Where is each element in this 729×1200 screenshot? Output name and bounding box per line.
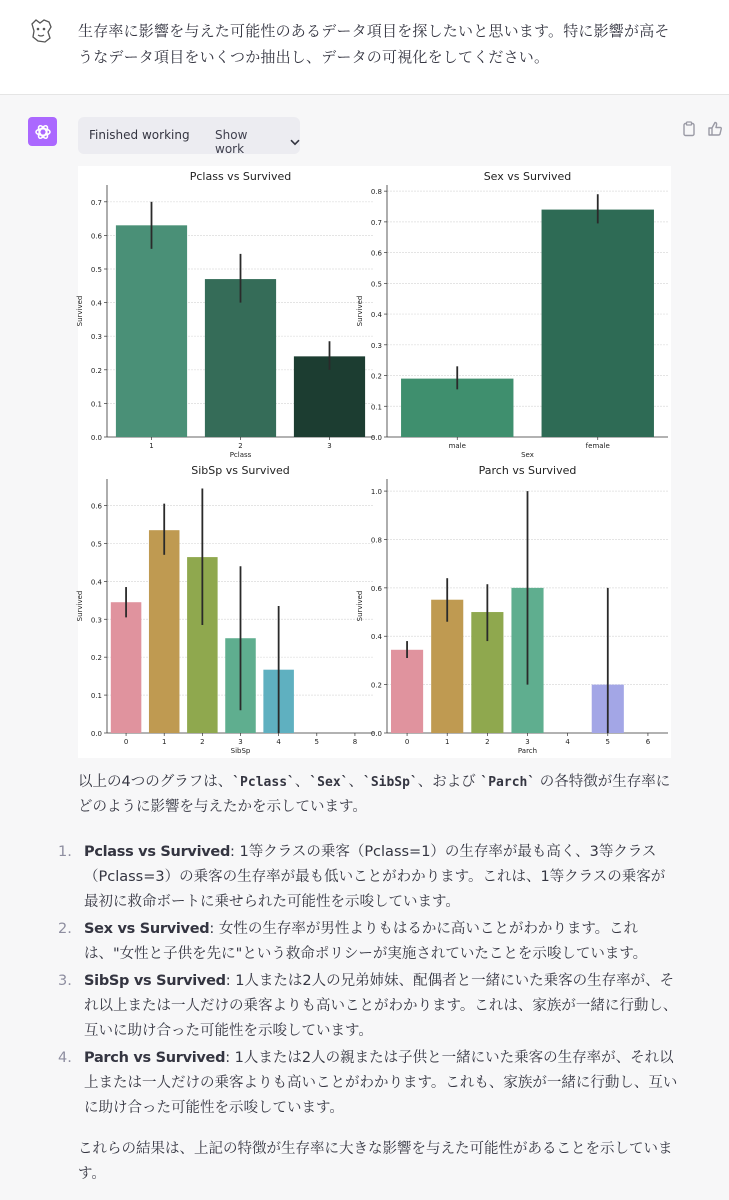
y-tick-label: 0.3 [90, 333, 102, 342]
assistant-avatar [28, 117, 57, 146]
user-avatar-icon [26, 16, 56, 46]
y-tick-label: 0.0 [370, 730, 382, 738]
intro-sep-2: 、 [348, 774, 363, 790]
user-message-row [0, 0, 729, 95]
chart-title: SibSp vs Survived [191, 464, 290, 477]
x-tick-label: 3 [525, 738, 530, 746]
result-figure [78, 166, 671, 758]
x-tick-label: 5 [314, 738, 320, 746]
intro-text-2: の各特徴が生存率にどのように影響を与えたかを示しています。 [78, 774, 671, 815]
bar [149, 530, 180, 733]
code-sibsp: `SibSp` [363, 775, 418, 790]
y-tick-label: 0.5 [90, 540, 102, 549]
y-axis-label: Survived [356, 590, 364, 622]
y-tick-label: 0.0 [90, 434, 102, 442]
y-tick-label: 0.5 [90, 266, 102, 274]
list-item [58, 917, 678, 967]
list-item-title: Sex vs Survived [84, 921, 210, 937]
list-item-text: : 1人または2人の兄弟姉妹、配偶者と一緒にいた乗客の生存率が、それ以上または一人だけの乗客よりも高いことがわかります。これは、家族が一緒に行動し、互いに助け合った可能性を示唆しています。 [84, 973, 678, 1039]
y-tick-label: 0.8 [370, 536, 382, 545]
y-tick-label: 0.1 [90, 692, 102, 701]
intro-sep-1: 、 [294, 774, 310, 790]
x-tick-label: 5 [605, 738, 611, 746]
openai-logo-icon [33, 122, 53, 142]
y-tick-label: 0.2 [370, 372, 382, 381]
work-status-text: Finished working [89, 128, 190, 142]
assistant-response [58, 770, 678, 1187]
code-pclass: `Pclass` [232, 775, 295, 790]
bar [391, 650, 423, 733]
y-tick-label: 0.0 [370, 434, 382, 442]
user-avatar [26, 16, 56, 46]
x-tick-label: male [448, 442, 466, 450]
intro-text-1: 以上の4つのグラフは、 [78, 774, 233, 790]
x-tick-label: 6 [645, 738, 651, 746]
list-number: 2. [58, 921, 72, 937]
y-tick-label: 0.5 [370, 280, 382, 289]
x-axis-label: SibSp [230, 747, 251, 755]
y-tick-label: 0.1 [370, 403, 382, 412]
show-work-label: Show work [215, 128, 248, 156]
intro-sep-3: 、および [417, 774, 481, 790]
x-tick-label: 1 [149, 442, 154, 450]
y-tick-label: 0.0 [90, 730, 102, 738]
show-work-button[interactable] [215, 128, 300, 156]
list-item [58, 969, 678, 1044]
x-axis-label: Pclass [229, 451, 252, 459]
work-status-box [78, 117, 300, 154]
y-tick-label: 0.4 [90, 578, 102, 587]
chevron-down-icon [290, 139, 300, 146]
list-item-text: : 1等クラスの乗客（Pclass=1）の生存率が最も高く、3等クラス（Pclass=3）の乗客の生存率が最も低いことがわかります。これは、1等クラスの乗客が最初に救命ボートに乗せられた可能性を示唆しています。 [84, 844, 666, 910]
bar [542, 210, 654, 437]
x-tick-label: 1 [161, 738, 167, 746]
y-axis-label: Survived [76, 295, 84, 327]
y-tick-label: 0.6 [90, 232, 102, 241]
y-tick-label: 0.6 [370, 584, 382, 593]
y-tick-label: 0.1 [90, 400, 102, 409]
x-tick-label: 4 [565, 738, 570, 746]
chart-title: Sex vs Survived [483, 170, 572, 183]
bar [111, 602, 142, 733]
x-axis-label: Parch [517, 747, 538, 755]
y-tick-label: 0.4 [370, 311, 382, 320]
x-tick-label: female [585, 442, 610, 450]
findings-list [58, 840, 678, 1121]
y-tick-label: 1.0 [370, 488, 382, 497]
message-actions [680, 120, 724, 138]
y-tick-label: 0.6 [370, 249, 382, 258]
outro-paragraph: これらの結果は、上記の特徴が生存率に大きな影響を与えた可能性があることを示しています。 [78, 1141, 673, 1182]
list-item-text: : 1人または2人の親または子供と一緒にいた乗客の生存率が、それ以上または一人だけの乗客よりも高いことがわかります。これも、家族が一緒に行動し、互いに助け合った可能性を示唆しています。 [84, 1050, 678, 1116]
list-number: 4. [58, 1050, 72, 1066]
x-axis-label: Sex [521, 451, 534, 459]
copy-clipboard-icon[interactable] [680, 120, 698, 138]
y-tick-label: 0.6 [90, 502, 102, 511]
y-tick-label: 0.3 [370, 341, 382, 350]
y-tick-label: 0.3 [90, 616, 102, 625]
bar [205, 279, 276, 437]
x-tick-label: 1 [444, 738, 450, 746]
list-item [58, 840, 678, 915]
code-parch: `Parch` [480, 775, 536, 790]
list-item-title: Parch vs Survived [84, 1050, 226, 1066]
y-tick-label: 0.4 [90, 299, 102, 308]
x-tick-label: 2 [200, 738, 205, 746]
x-tick-label: 0 [123, 738, 129, 746]
intro-paragraph [78, 770, 678, 820]
x-tick-label: 2 [238, 442, 243, 450]
thumbs-up-icon[interactable] [706, 120, 724, 138]
y-tick-label: 0.2 [90, 366, 102, 375]
x-tick-label: 4 [276, 738, 281, 746]
chart-title: Pclass vs Survived [189, 170, 292, 183]
list-item-text: : 女性の生存率が男性よりもはるかに高いことがわかります。これは、"女性と子供を先に"という救命ポリシーが実施されていたことを示唆しています。 [84, 921, 648, 962]
y-tick-label: 0.2 [90, 654, 102, 663]
list-item-title: Pclass vs Survived [84, 844, 231, 860]
x-tick-label: 8 [352, 738, 358, 746]
list-number: 1. [58, 844, 72, 860]
code-sex: `Sex` [309, 775, 349, 790]
chart-title: Parch vs Survived [478, 464, 577, 477]
list-item-title: SibSp vs Survived [84, 973, 226, 989]
bar [116, 225, 187, 437]
y-axis-label: Survived [76, 590, 84, 622]
x-tick-label: 3 [238, 738, 243, 746]
y-tick-label: 0.7 [90, 198, 102, 207]
x-tick-label: 0 [404, 738, 410, 746]
y-axis-label: Survived [356, 295, 364, 327]
list-number: 3. [58, 973, 72, 989]
subplots-figure [78, 166, 671, 758]
y-tick-label: 0.7 [370, 218, 382, 227]
y-tick-label: 0.8 [370, 188, 382, 197]
x-tick-label: 3 [327, 442, 332, 450]
user-message-text: 生存率に影響を与えた可能性のあるデータ項目を探したいと思います。特に影響が高そうなデータ項目をいくつか抽出し、データの可視化をしてください。 [78, 22, 670, 66]
y-tick-label: 0.2 [370, 681, 382, 690]
list-item [58, 1046, 678, 1121]
y-tick-label: 0.4 [370, 633, 382, 642]
x-tick-label: 2 [485, 738, 490, 746]
